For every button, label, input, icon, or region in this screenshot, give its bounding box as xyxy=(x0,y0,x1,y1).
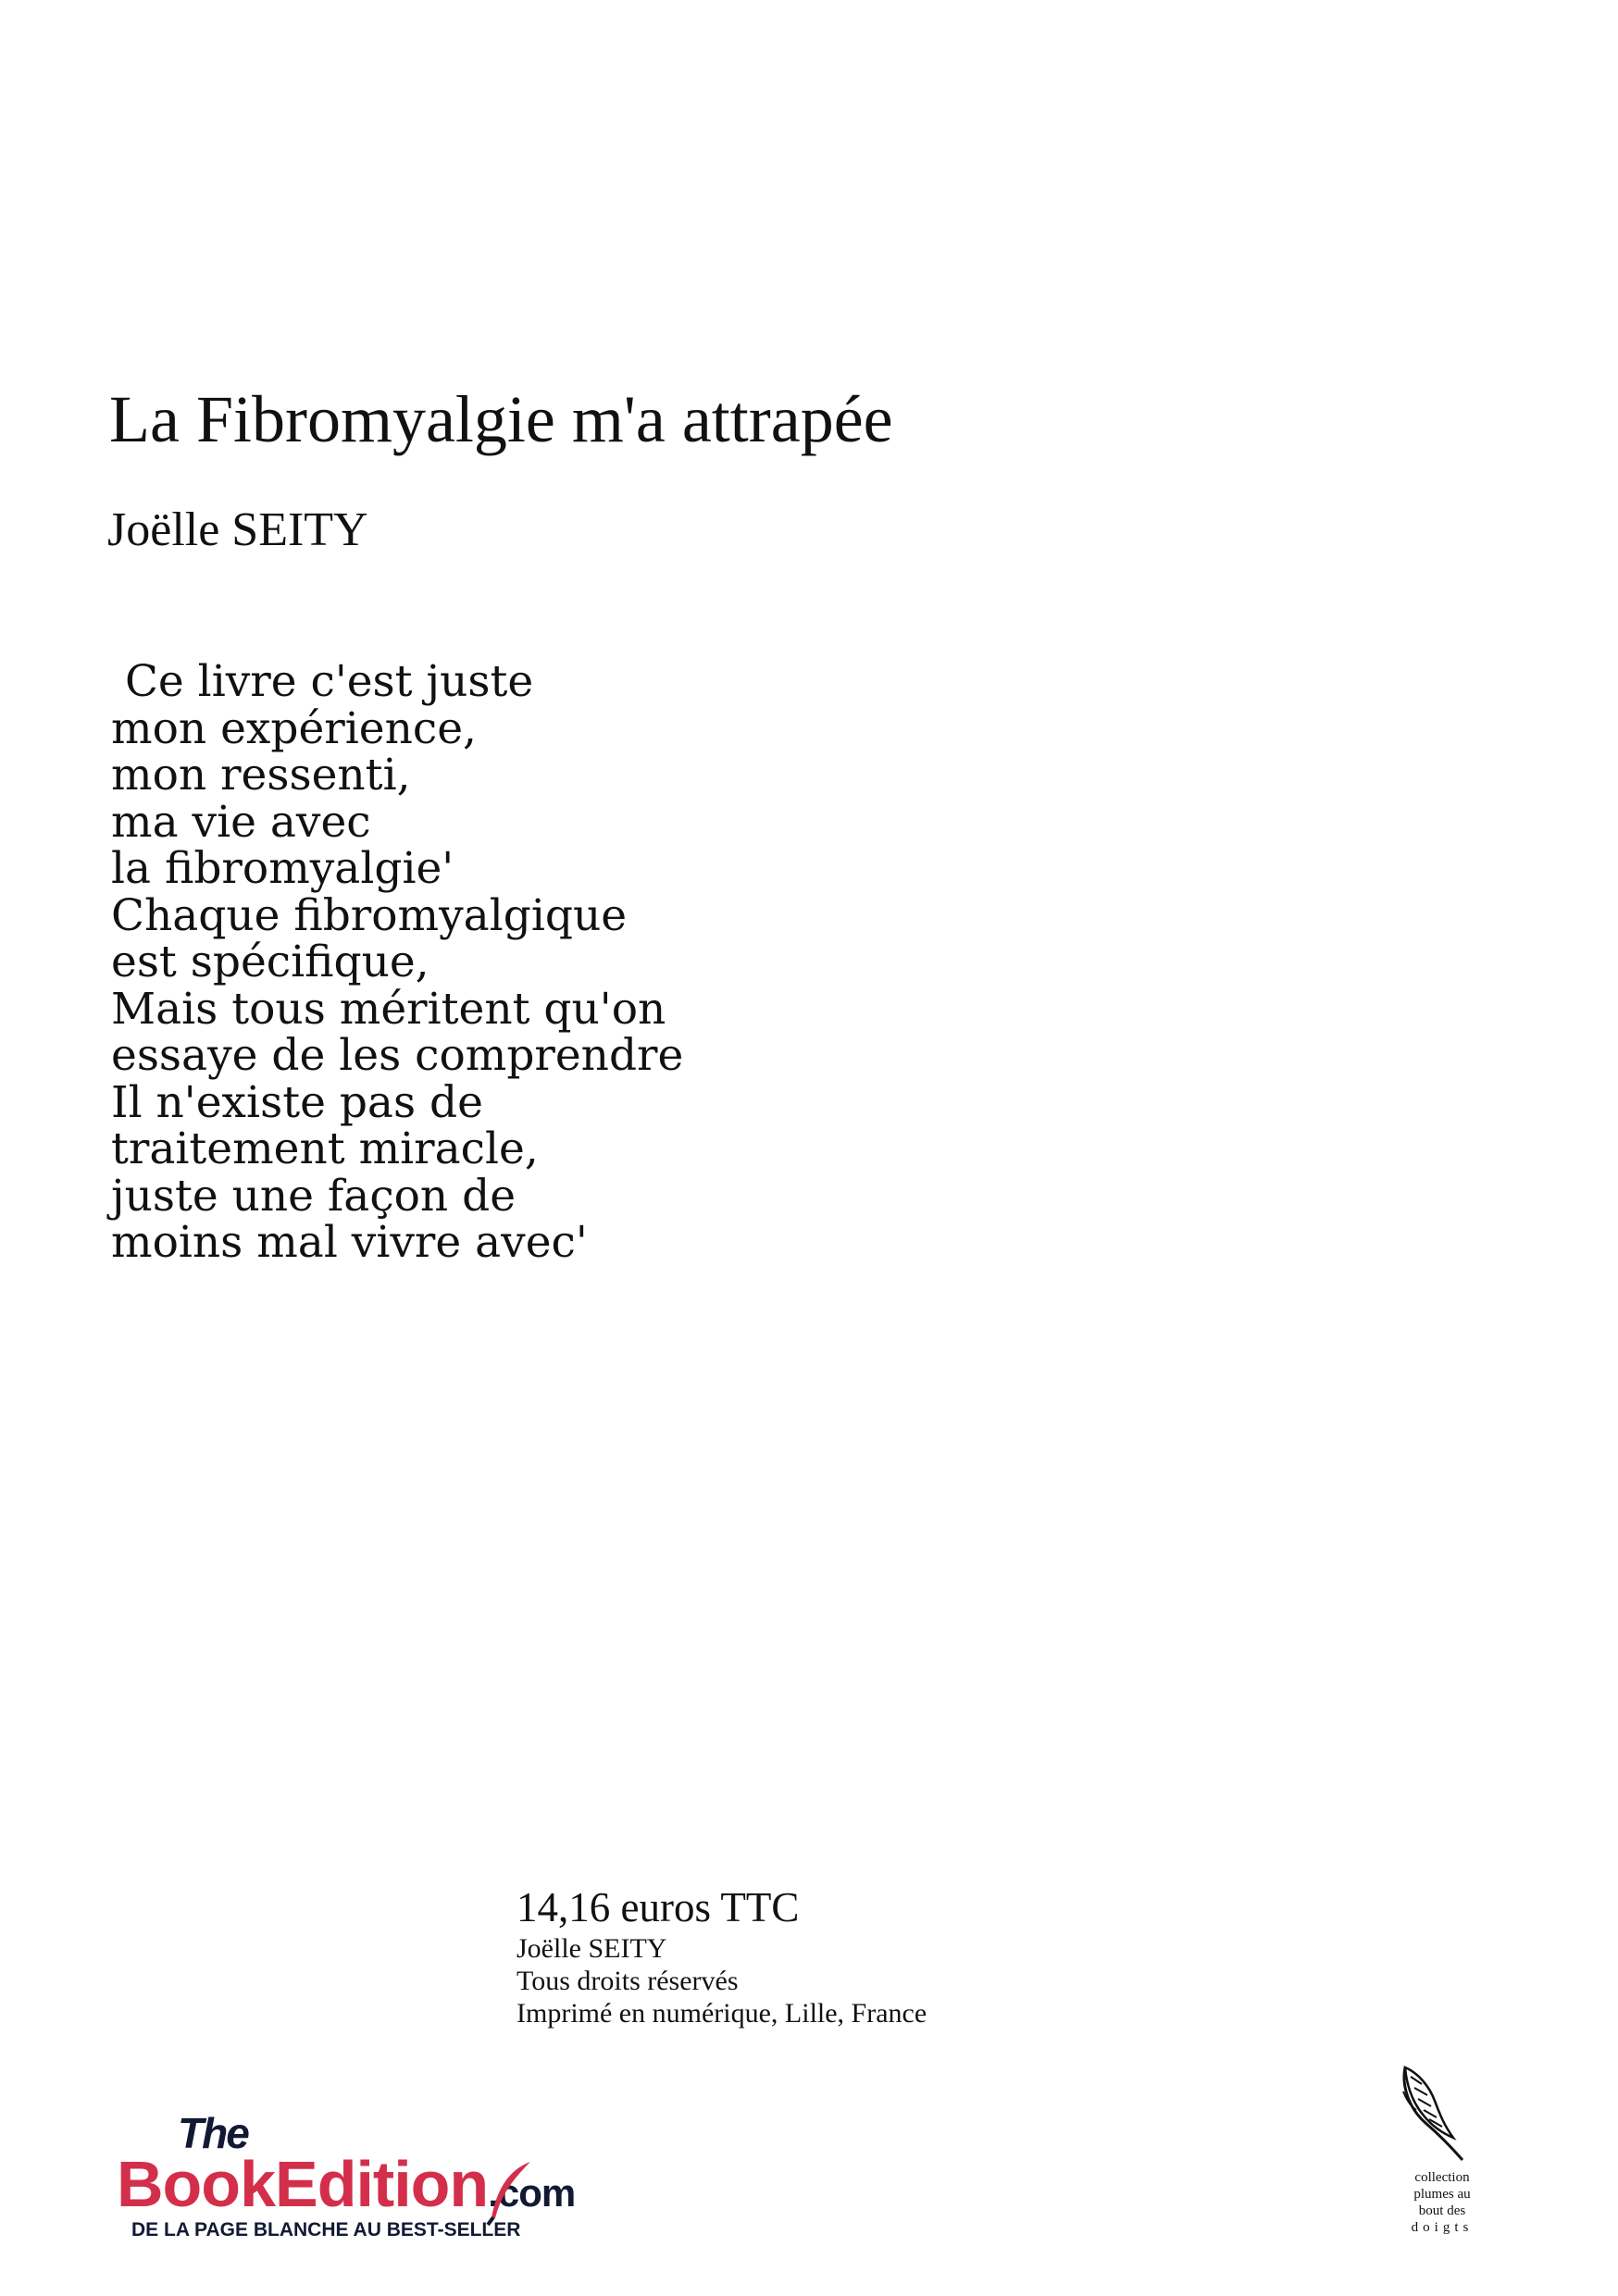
blurb-line: Il n'existe pas de xyxy=(111,1076,483,1128)
blurb-line: la fibromyalgie' xyxy=(111,843,454,894)
publisher-logo xyxy=(117,2109,672,2241)
collection-line: doigts xyxy=(1411,2220,1474,2235)
blurb-line: mon expérience, xyxy=(111,702,477,754)
book-blurb xyxy=(111,656,684,1268)
collection-line: bout des xyxy=(1418,2203,1466,2218)
price: 14,16 euros TTC xyxy=(517,1884,800,1930)
colophon-author: Joëlle SEITY xyxy=(517,1933,667,1964)
blurb-line: traitement miracle, xyxy=(111,1123,539,1174)
logo-domain: .com xyxy=(488,2171,576,2215)
blurb-line: mon ressenti, xyxy=(111,750,411,800)
collection-line: collection xyxy=(1414,2170,1470,2185)
collection-line: plumes au xyxy=(1413,2187,1471,2202)
feather-icon xyxy=(482,2160,538,2227)
blurb-line: est spécifique, xyxy=(111,937,429,987)
book-title: La Fibromyalgie m'a attrapée xyxy=(109,382,893,456)
logo-tagline: DE LA PAGE BLANCHE AU BEST-SELLER xyxy=(131,2219,521,2240)
book-author: Joëlle SEITY xyxy=(107,503,368,556)
blurb-line: Mais tous méritent qu'on xyxy=(111,983,666,1035)
blurb-line: essaye de les comprendre xyxy=(111,1030,684,1081)
rights-notice: Tous droits réservés xyxy=(517,1966,739,1996)
collection-mark xyxy=(1398,2169,1487,2236)
logo-name: BookEdition xyxy=(117,2148,489,2220)
logo-the: The xyxy=(178,2109,248,2157)
colophon xyxy=(517,1882,927,2029)
blurb-line: juste une façon de xyxy=(111,1170,517,1222)
blurb-line: ma vie avec xyxy=(111,796,371,848)
feather-quill-icon xyxy=(1398,2064,1472,2164)
printing-notice: Imprimé en numérique, Lille, France xyxy=(517,1998,927,2029)
blurb-line: Ce livre c'est juste xyxy=(111,656,534,707)
blurb-line: moins mal vivre avec' xyxy=(111,1217,588,1268)
blurb-line: Chaque fibromyalgique xyxy=(111,889,628,941)
